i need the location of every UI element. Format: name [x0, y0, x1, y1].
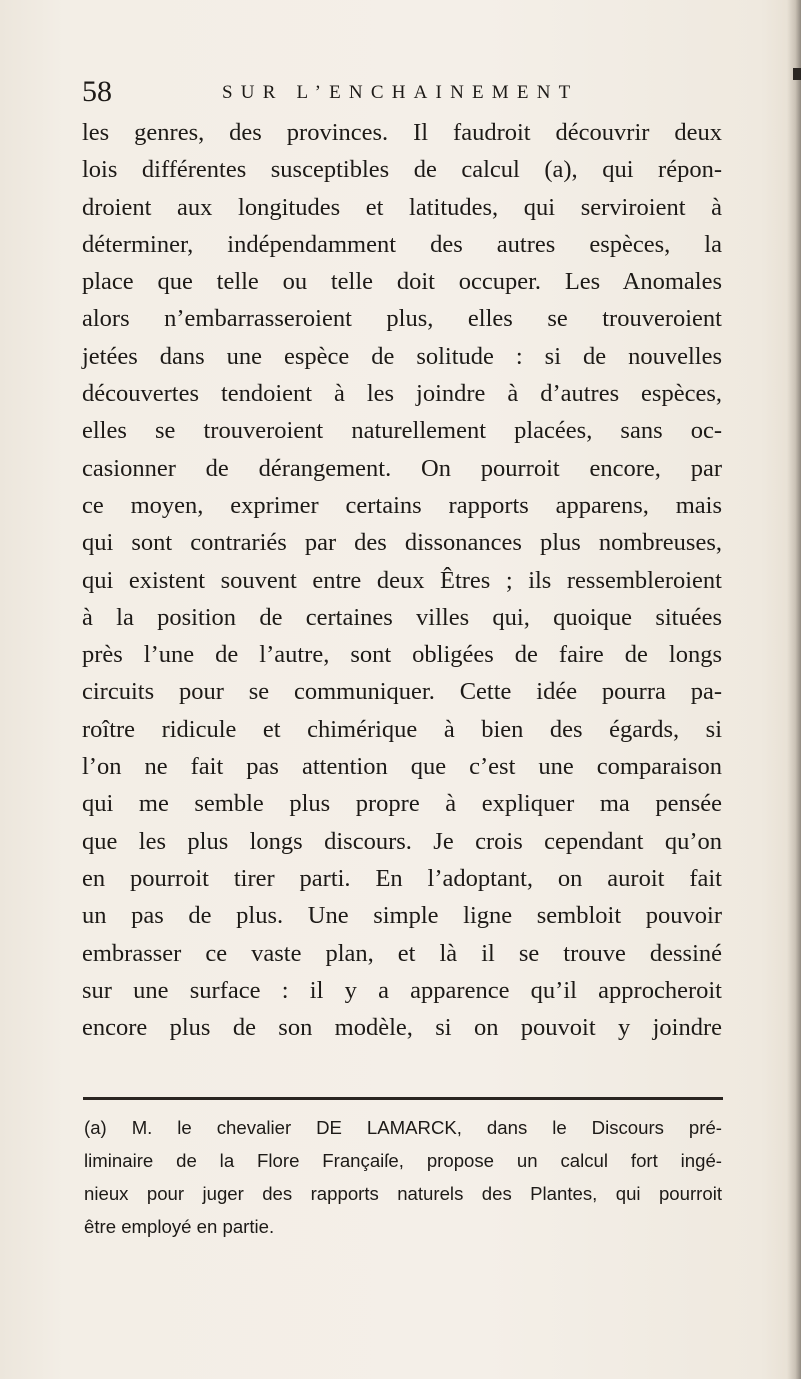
footnote: [84, 1111, 722, 1243]
text-line: qui existent souvent entre deux Êtres ; ils ressembleroient: [82, 566, 722, 594]
text-line: encore plus de son modèle, si on pouvoit y joindre: [82, 1014, 722, 1042]
footnote-line: être employé en partie.: [84, 1216, 275, 1237]
text-line: roître ridicule et chimérique à bien des égards, si: [82, 715, 722, 743]
text-line: qui me semble plus propre à expliquer ma pensée: [82, 790, 722, 818]
body-text: [82, 114, 722, 1046]
text-line: place que telle ou telle doit occuper. Les Anomales: [82, 268, 722, 296]
text-line: sur une surface : il y a apparence qu’il approcheroit: [82, 976, 722, 1004]
text-line: ce moyen, exprimer certains rapports apparens, mais: [82, 491, 722, 519]
text-line: alors n’embarrasseroient plus, elles se trouveroient: [82, 305, 722, 333]
text-line: casionner de dérangement. On pourroit encore, par: [82, 454, 722, 482]
text-line: les genres, des provinces. Il faudroit découvrir deux: [82, 119, 722, 146]
footnote-rule: [83, 1097, 723, 1100]
text-line: l’on ne fait pas attention que c’est une comparaison: [82, 753, 722, 781]
page-edge-mark: [793, 68, 801, 80]
footnote-line: (a) M. le chevalier DE LAMARCK, dans le Discours pré-: [84, 1117, 722, 1138]
running-head: SUR L’ENCHAINEMENT: [222, 82, 579, 103]
footnote-line: liminaire de la Flore Françaiſe, propose un calcul fort ingé-: [84, 1150, 722, 1171]
text-line: qui sont contrariés par des dissonances plus nombreuses,: [82, 529, 722, 557]
text-line: en pourroit tirer parti. En l’adoptant, on auroit fait: [82, 864, 722, 892]
footnote-line: nieux pour juger des rapports naturels des Plantes, qui pourroit: [84, 1183, 722, 1204]
text-line: découvertes tendoient à les joindre à d’autres espèces,: [82, 380, 722, 408]
page-number: 58: [82, 75, 112, 108]
text-line: à la position de certaines villes qui, quoique situées: [82, 603, 722, 631]
text-line: déterminer, indépendamment des autres espèces, la: [82, 230, 722, 258]
text-line: lois différentes susceptibles de calcul (a), qui répon-: [82, 156, 722, 184]
text-line: près l’une de l’autre, sont obligées de faire de longs: [82, 641, 722, 669]
text-line: elles se trouveroient naturellement placées, sans oc-: [82, 417, 722, 445]
text-line: droient aux longitudes et latitudes, qui serviroient à: [82, 193, 722, 221]
page-edge-shadow: [787, 0, 801, 1379]
page-header: [82, 74, 722, 114]
text-line: un pas de plus. Une simple ligne sembloit pouvoir: [82, 902, 722, 930]
text-line: embrasser ce vaste plan, et là il se trouve dessiné: [82, 939, 722, 967]
text-line: jetées dans une espèce de solitude : si de nouvelles: [82, 342, 722, 370]
text-line: circuits pour se communiquer. Cette idée pourra pa-: [82, 678, 722, 706]
text-line: que les plus longs discours. Je crois cependant qu’on: [82, 827, 722, 855]
